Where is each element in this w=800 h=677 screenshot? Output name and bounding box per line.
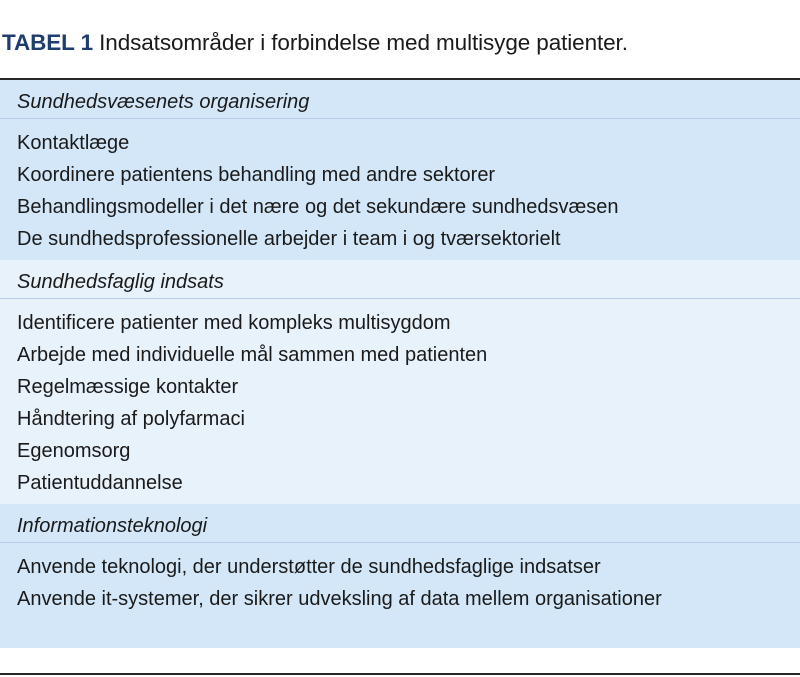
list-item: Identificere patienter med kompleks multisygdom — [17, 312, 451, 334]
list-item: Kontaktlæge — [17, 132, 130, 154]
list-item: Arbejde med individuelle mål sammen med patienten — [17, 344, 488, 366]
section-organisation — [0, 80, 800, 260]
table-caption — [2, 28, 628, 58]
section-items — [17, 299, 800, 499]
table-label: TABEL 1 — [2, 30, 93, 55]
section-it — [0, 504, 800, 648]
section-items — [17, 119, 800, 255]
section-heading: Sundhedsfaglig indsats — [0, 266, 800, 299]
list-item: Koordinere patientens behandling med andre sektorer — [17, 164, 496, 186]
list-item: Patientuddannelse — [17, 472, 183, 494]
section-heading: Sundhedsvæsenets organisering — [0, 86, 800, 119]
list-item: Anvende it-systemer, der sikrer udveksling af data mellem organisationer — [17, 588, 662, 610]
list-item: Behandlingsmodeller i det nære og det sekundære sundhedsvæsen — [17, 196, 619, 218]
list-item: Egenomsorg — [17, 440, 131, 462]
section-clinical — [0, 260, 800, 504]
bottom-rule — [0, 673, 800, 675]
list-item: De sundhedsprofessionelle arbejder i team i og tværsektorielt — [17, 228, 561, 250]
list-item: Regelmæssige kontakter — [17, 376, 239, 398]
section-heading: Informationsteknologi — [0, 510, 800, 543]
table-caption-text: Indsatsområder i forbindelse med multisyge patienter. — [99, 30, 628, 55]
list-item: Anvende teknologi, der understøtter de sundhedsfaglige indsatser — [17, 556, 601, 578]
section-items — [17, 543, 800, 615]
list-item: Håndtering af polyfarmaci — [17, 408, 245, 430]
